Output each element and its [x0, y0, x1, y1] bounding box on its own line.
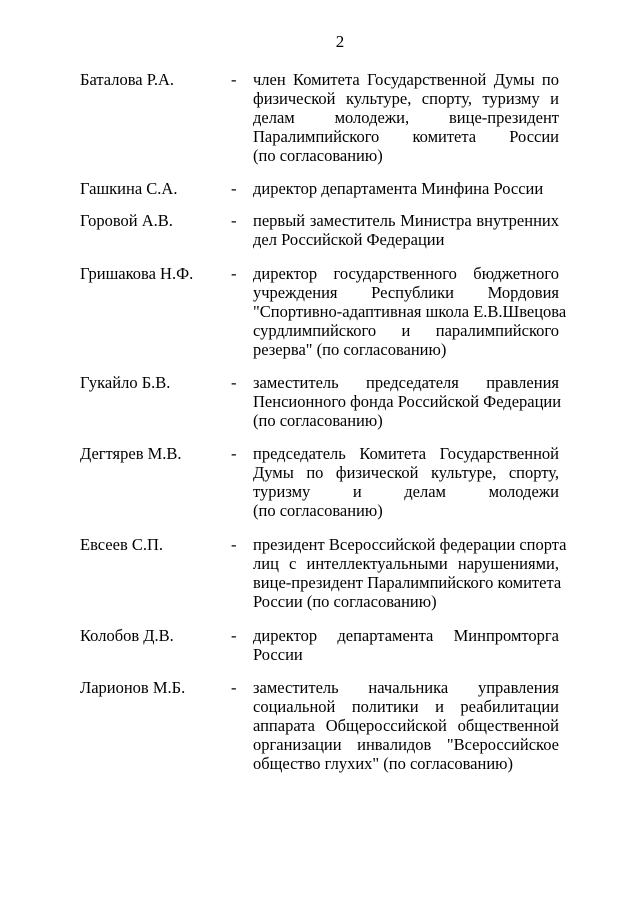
position-line: России: [253, 645, 303, 664]
page-number: 2: [335, 32, 345, 51]
position-line: заместитель начальника управления: [253, 678, 559, 697]
member-position: [253, 626, 559, 664]
member-name: Колобов Д.В.: [80, 626, 174, 645]
position-line: директор департамента Минфина России: [253, 179, 544, 198]
member-name: Гукайло Б.В.: [80, 373, 171, 392]
position-line: дел Российской Федерации: [253, 230, 445, 249]
position-line: президент Всероссийской федерации спорта: [253, 535, 567, 554]
position-line: член Комитета Государственной Думы по: [253, 70, 559, 89]
member-position: [253, 264, 567, 359]
position-line: социальной политики и реабилитации: [253, 697, 559, 716]
position-line: (по согласованию): [253, 501, 383, 520]
member-name: Дегтярев М.В.: [80, 444, 182, 463]
position-line: Думы по физической культуре, спорту,: [253, 463, 559, 482]
member-position: [253, 535, 567, 611]
position-line: Паралимпийского комитета России: [253, 127, 559, 146]
position-line: общество глухих" (по согласованию): [253, 754, 513, 773]
member-name: Баталова Р.А.: [80, 70, 175, 89]
member-position: [253, 444, 559, 520]
member-name: Гришакова Н.Ф.: [80, 264, 194, 283]
position-line: первый заместитель Министра внутренних: [253, 211, 559, 230]
member-position: [253, 179, 559, 198]
position-line: делам молодежи, вице-президент: [253, 108, 559, 127]
dash-separator: -: [231, 444, 237, 463]
position-line: "Спортивно-адаптивная школа Е.В.Швецова: [253, 302, 567, 321]
position-line: туризму и делам молодежи: [253, 482, 559, 501]
member-position: [253, 211, 559, 249]
dash-separator: -: [231, 678, 237, 697]
member-name: Горовой А.В.: [80, 211, 173, 230]
dash-separator: -: [231, 535, 237, 554]
dash-separator: -: [231, 264, 237, 283]
dash-separator: -: [231, 373, 237, 392]
position-line: директор департамента Минпромторга: [253, 626, 559, 645]
position-line: аппарата Общероссийской общественной: [253, 716, 559, 735]
member-position: [253, 678, 559, 773]
position-line: России (по согласованию): [253, 592, 437, 611]
position-line: организации инвалидов "Всероссийское: [253, 735, 559, 754]
dash-separator: -: [231, 179, 237, 198]
member-name: Евсеев С.П.: [80, 535, 164, 554]
member-name: Ларионов М.Б.: [80, 678, 186, 697]
dash-separator: -: [231, 70, 237, 89]
position-line: директор государственного бюджетного: [253, 264, 559, 283]
dash-separator: -: [231, 211, 237, 230]
position-line: вице-президент Паралимпийского комитета: [253, 573, 562, 592]
member-position: [253, 373, 562, 430]
position-line: (по согласованию): [253, 146, 383, 165]
position-line: Пенсионного фонда Российской Федерации: [253, 392, 562, 411]
member-name: Гашкина С.А.: [80, 179, 178, 198]
dash-separator: -: [231, 626, 237, 645]
position-line: физической культуре, спорту, туризму и: [253, 89, 559, 108]
position-line: сурдлимпийского и паралимпийского: [253, 321, 559, 340]
position-line: лиц с интеллектуальными нарушениями,: [253, 554, 559, 573]
position-line: (по согласованию): [253, 411, 383, 430]
member-position: [253, 70, 559, 165]
position-line: заместитель председателя правления: [253, 373, 559, 392]
position-line: председатель Комитета Государственной: [253, 444, 559, 463]
position-line: учреждения Республики Мордовия: [253, 283, 559, 302]
position-line: резерва" (по согласованию): [253, 340, 447, 359]
